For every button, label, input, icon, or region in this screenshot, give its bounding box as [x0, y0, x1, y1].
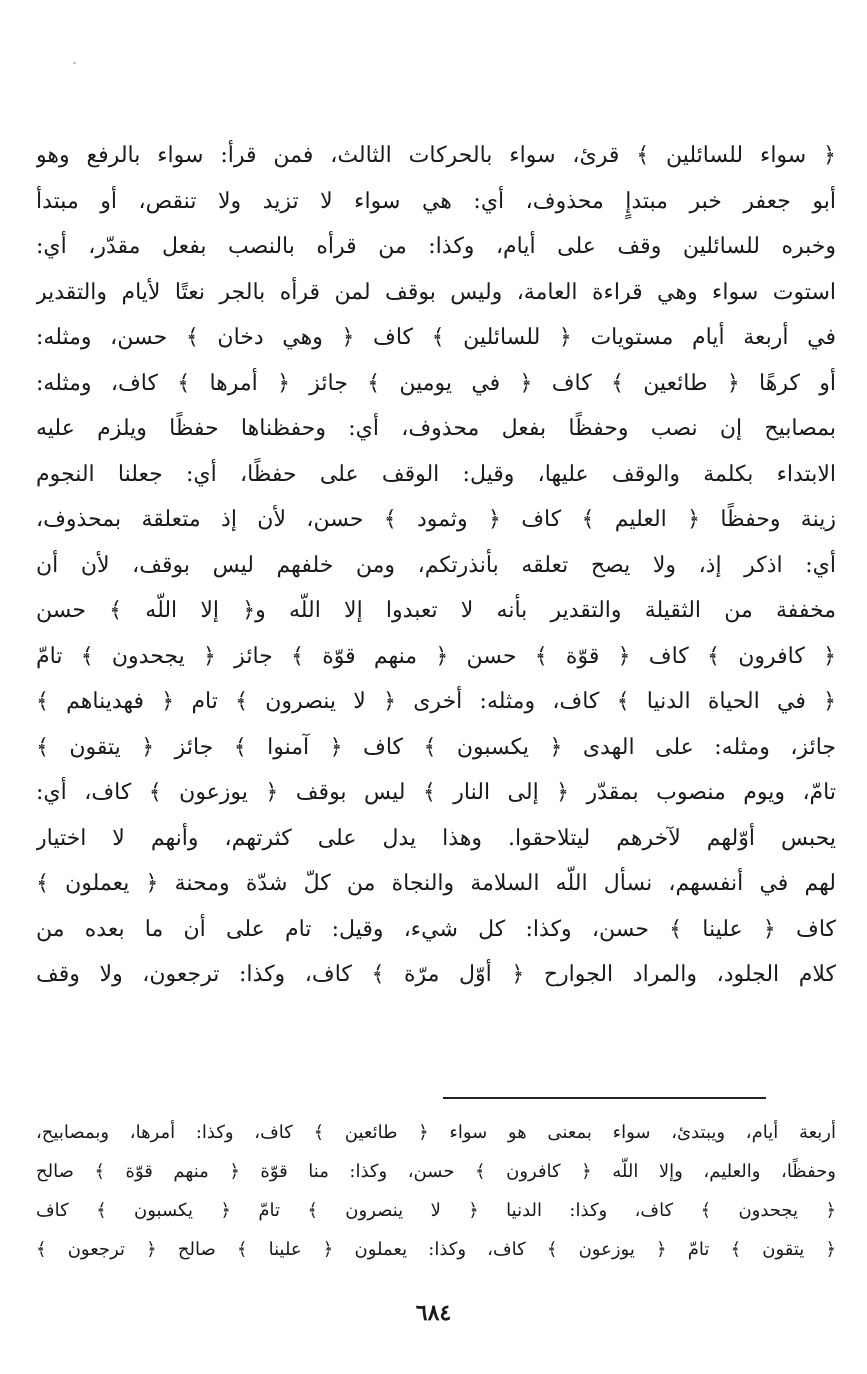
text-line: في أربعة أيام مستويات ﴿ للسائلين ﴾ كاف ﴿ وهي دخان ﴾ حسن، ومثله:	[36, 325, 836, 350]
text-line: ﴿ كافرون ﴾ كاف ﴿ قوّة ﴾ حسن ﴿ منهم قوّة ﴾ جائز ﴿ يجحدون ﴾ تامّ	[36, 643, 836, 669]
text-line: مخففة من الثقيلة والتقدير بأنه لا تعبدوا إلا اللّه و﴿ إلا اللّه ﴾ حسن	[36, 598, 836, 623]
footnote-line: ﴿ يتقون ﴾ تامّ ﴿ يوزعون ﴾ كاف، وكذا: يعملون ﴿ علينا ﴾ صالح ﴿ ترجعون ﴾	[36, 1239, 836, 1260]
text-line: تامّ، ويوم منصوب بمقدّر ﴿ إلى النار ﴾ ليس بوقف ﴿ يوزعون ﴾ كاف، أي:	[36, 780, 836, 805]
footnote-line: وحفظًا، والعليم، وإلا اللّه ﴿ كافرون ﴾ حسن، وكذا: منا قوّة ﴿ منهم قوّة ﴾ صالح	[36, 1161, 836, 1182]
text-line: زينة وحفظًا ﴿ العليم ﴾ كاف ﴿ وثمود ﴾ حسن، لأن إذ متعلقة بمحذوف،	[36, 507, 836, 532]
text-line: لهم في أنفسهم، نسأل اللّه السلامة والنجاة من كلّ شدّة ومحنة ﴿ يعملون ﴾	[36, 871, 836, 896]
text-line: جائز، ومثله: على الهدى ﴿ يكسبون ﴾ كاف ﴿ آمنوا ﴾ جائز ﴿ يتقون ﴾	[36, 734, 836, 760]
text-line: كلام الجلود، والمراد الجوارح ﴿ أوّل مرّة ﴾ كاف، وكذا: ترجعون، ولا وقف	[36, 962, 836, 987]
text-line: أي: اذكر إذ، ولا يصح تعلقه بأنذرتكم، ومن خلفهم ليس بوقف، لأن أن	[36, 552, 836, 578]
main-text-body	[36, 133, 836, 998]
text-line: بمصابيح إن نصب وحفظًا بفعل محذوف، أي: وحفظناها حفظًا ويلزم عليه	[36, 416, 836, 441]
text-line: أو كرهًا ﴿ طائعين ﴾ كاف ﴿ في يومين ﴾ جائز ﴿ أمرها ﴾ كاف، ومثله:	[36, 370, 836, 396]
text-line: كاف ﴿ علينا ﴾ حسن، وكذا: كل شيء، وقيل: تام على أن ما بعده من	[36, 916, 836, 942]
footnote-separator	[443, 1097, 766, 1099]
footnote-line: ﴿ يجحدون ﴾ كاف، وكذا: الدنيا ﴿ لا ينصرون ﴾ تامّ ﴿ يكسبون ﴾ كاف	[36, 1200, 836, 1221]
scan-speck	[73, 62, 76, 64]
footnotes	[36, 1113, 836, 1269]
text-line: ﴿ سواء للسائلين ﴾ قرئ، سواء بالحركات الثالث، فمن قرأ: سواء بالرفع وهو	[36, 143, 836, 168]
text-line: استوت سواء وهي قراءة العامة، وليس بوقف لمن قرأه بالجر نعتًا لأيام والتقدير	[36, 279, 836, 305]
text-line: ﴿ في الحياة الدنيا ﴾ كاف، ومثله: أخرى ﴿ لا ينصرون ﴾ تام ﴿ فهديناهم ﴾	[36, 689, 836, 714]
text-line: أبو جعفر خبر مبتدإٍ محذوف، أي: هي سواء لا تزيد ولا تنقص، أو مبتدأ	[36, 188, 836, 214]
text-line: وخبره للسائلين وقف على أيام، وكذا: من قرأه بالنصب بفعل مقدّر، أي:	[36, 234, 836, 259]
footnote-line: أربعة أيام، ويبتدئ، سواء بمعنى هو سواء ﴿ طائعين ﴾ كاف، وكذا: أمرها، وبمصابيح،	[36, 1122, 836, 1143]
text-line: يحبس أوّلهم لآخرهم ليتلاحقوا. وهذا يدل على كثرتهم، وأنهم لا اختيار	[36, 825, 836, 851]
page-number: ٦٨٤	[415, 1300, 452, 1326]
text-line: الابتداء بكلمة والوقف عليها، وقيل: الوقف على حفظًا، أي: جعلنا النجوم	[36, 461, 836, 487]
